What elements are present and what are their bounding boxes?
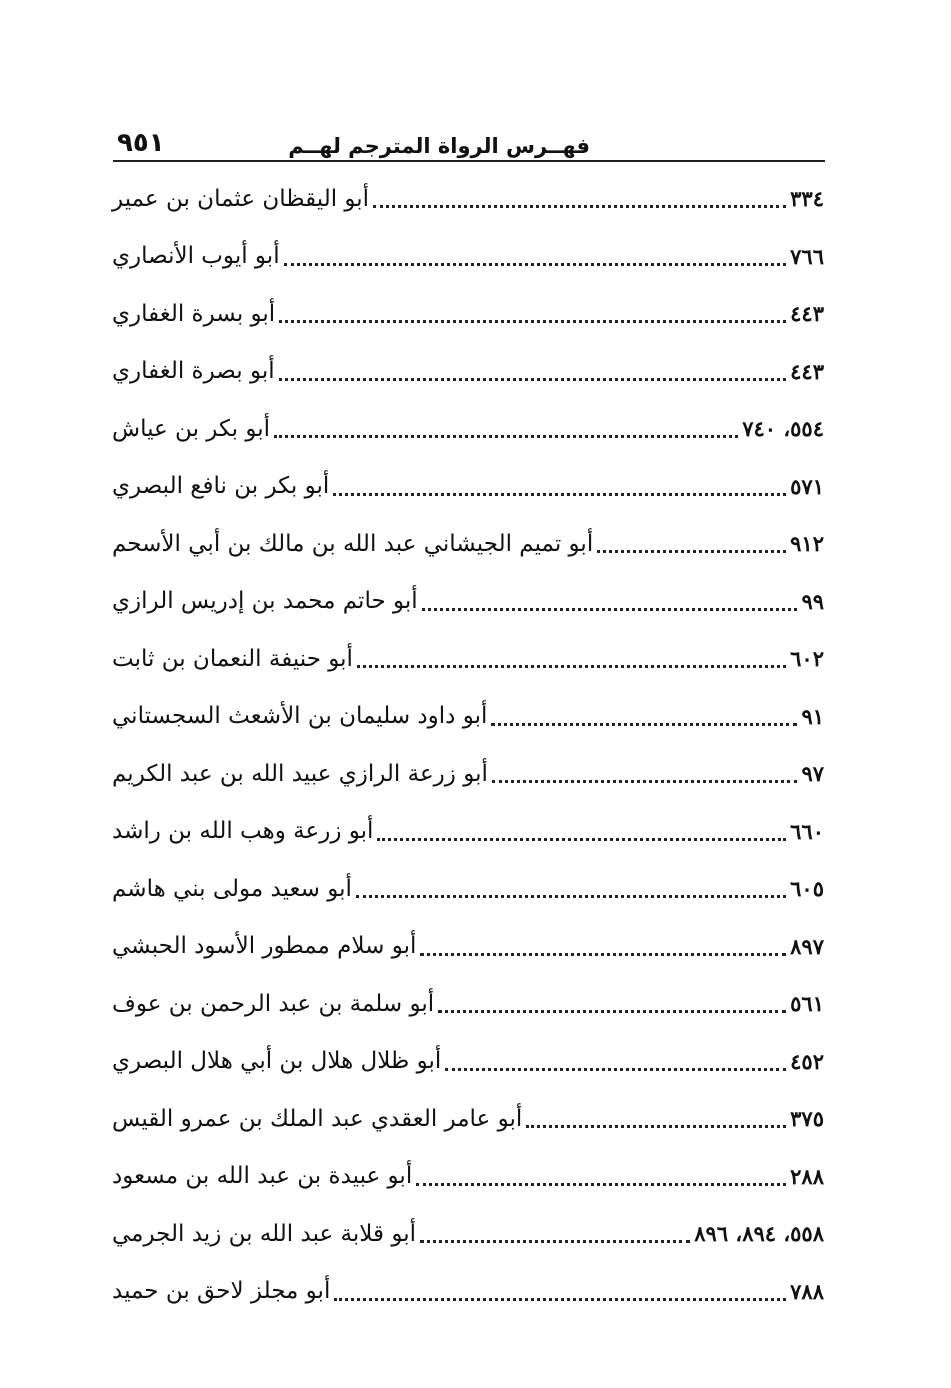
dot-leader (597, 550, 786, 553)
dot-leader (445, 1068, 786, 1071)
page-references: ٦٦٠ (790, 818, 824, 844)
narrator-name: أبو بصرة الغفاري (112, 358, 275, 385)
index-entry (112, 630, 824, 688)
narrator-name: أبو مجلز لاحق بن حميد (112, 1278, 331, 1305)
index-entry (112, 1090, 824, 1148)
narrator-name: أبو عبيدة بن عبد الله بن مسعود (112, 1163, 413, 1190)
page-references: ٥٦١ (790, 991, 824, 1017)
index-entry (112, 343, 824, 401)
narrator-name: أبو سعيد مولى بني هاشم (112, 875, 352, 902)
index-entry (112, 515, 824, 573)
index-entry (112, 918, 824, 976)
dot-leader (373, 205, 786, 208)
narrator-name: أبو تميم الجيشاني عبد الله بن مالك بن أبي الأسحم (112, 530, 594, 557)
dot-leader (420, 953, 786, 956)
dot-leader (279, 320, 786, 323)
index-entry (112, 1033, 824, 1091)
page-references: ٩١٢ (790, 531, 824, 557)
page-references: ٩٧ (801, 761, 824, 787)
narrator-name: أبو قلابة عبد الله بن زيد الجرمي (112, 1220, 416, 1247)
page-references: ٤٥٢ (790, 1048, 824, 1074)
index-entry (112, 228, 824, 286)
page-references: ٩٩ (801, 588, 824, 614)
dot-leader (284, 263, 787, 266)
narrator-name: أبو بكر بن عياش (112, 415, 271, 442)
page-references: ٤٤٣ (790, 358, 824, 384)
page-references: ٥٥٨، ٨٩٤، ٨٩٦ (694, 1221, 824, 1247)
dot-leader (526, 1125, 786, 1128)
narrator-name: أبو حاتم محمد بن إدريس الرازي (112, 588, 418, 615)
index-entry (112, 860, 824, 918)
dot-leader (377, 838, 786, 841)
index-entry (112, 803, 824, 861)
index-entry (112, 400, 824, 458)
narrator-name: أبو بكر بن نافع البصري (112, 473, 330, 500)
page-references: ٣٧٥ (790, 1106, 824, 1132)
dot-leader (420, 1240, 690, 1243)
dot-leader (416, 1183, 786, 1186)
index-entry (112, 573, 824, 631)
page-title: فهــرس الرواة المترجم لهــم (288, 134, 590, 158)
page-references: ٥٥٤، ٧٤٠ (742, 416, 824, 442)
header-divider (113, 160, 825, 162)
narrators-index-list (112, 170, 824, 1320)
index-entry (112, 1205, 824, 1263)
page-header (113, 112, 825, 158)
page-number: ٩٥١ (117, 128, 165, 158)
dot-leader (274, 435, 738, 438)
index-entry (112, 745, 824, 803)
page-references: ٧٨٨ (790, 1278, 824, 1304)
page-references: ٥٧١ (790, 473, 824, 499)
dot-leader (357, 665, 786, 668)
dot-leader (333, 493, 786, 496)
index-entry (112, 975, 824, 1033)
dot-leader (438, 1010, 786, 1013)
page-references: ٤٤٣ (790, 301, 824, 327)
page-references: ٧٦٦ (790, 243, 824, 269)
dot-leader (334, 1298, 786, 1301)
index-entry (112, 1148, 824, 1206)
narrator-name: أبو اليقظان عثمان بن عمير (112, 185, 370, 212)
page-references: ٣٣٤ (790, 186, 824, 212)
narrator-name: أبو عامر العقدي عبد الملك بن عمرو القيس (112, 1105, 523, 1132)
dot-leader (422, 608, 798, 611)
narrator-name: أبو زرعة وهب الله بن راشد (112, 818, 374, 845)
narrator-name: أبو بسرة الغفاري (112, 300, 276, 327)
index-entry (112, 285, 824, 343)
page-references: ٦٠٥ (790, 876, 824, 902)
page-references: ٨٩٧ (790, 933, 824, 959)
index-entry (112, 688, 824, 746)
dot-leader (279, 378, 787, 381)
index-entry (112, 170, 824, 228)
narrator-name: أبو سلام ممطور الأسود الحبشي (112, 933, 417, 960)
narrator-name: أبو حنيفة النعمان بن ثابت (112, 645, 353, 672)
page-references: ٢٨٨ (790, 1163, 824, 1189)
narrator-name: أبو داود سليمان بن الأشعث السجستاني (112, 703, 488, 730)
narrator-name: أبو ظلال هلال بن أبي هلال البصري (112, 1048, 442, 1075)
narrator-name: أبو سلمة بن عبد الرحمن بن عوف (112, 990, 435, 1017)
narrator-name: أبو أيوب الأنصاري (112, 243, 280, 270)
dot-leader (356, 895, 786, 898)
page-references: ٩١ (801, 703, 824, 729)
page-references: ٦٠٢ (790, 646, 824, 672)
dot-leader (492, 780, 798, 783)
narrator-name: أبو زرعة الرازي عبيد الله بن عبد الكريم (112, 760, 488, 787)
index-entry (112, 1263, 824, 1321)
index-entry (112, 458, 824, 516)
dot-leader (491, 723, 797, 726)
